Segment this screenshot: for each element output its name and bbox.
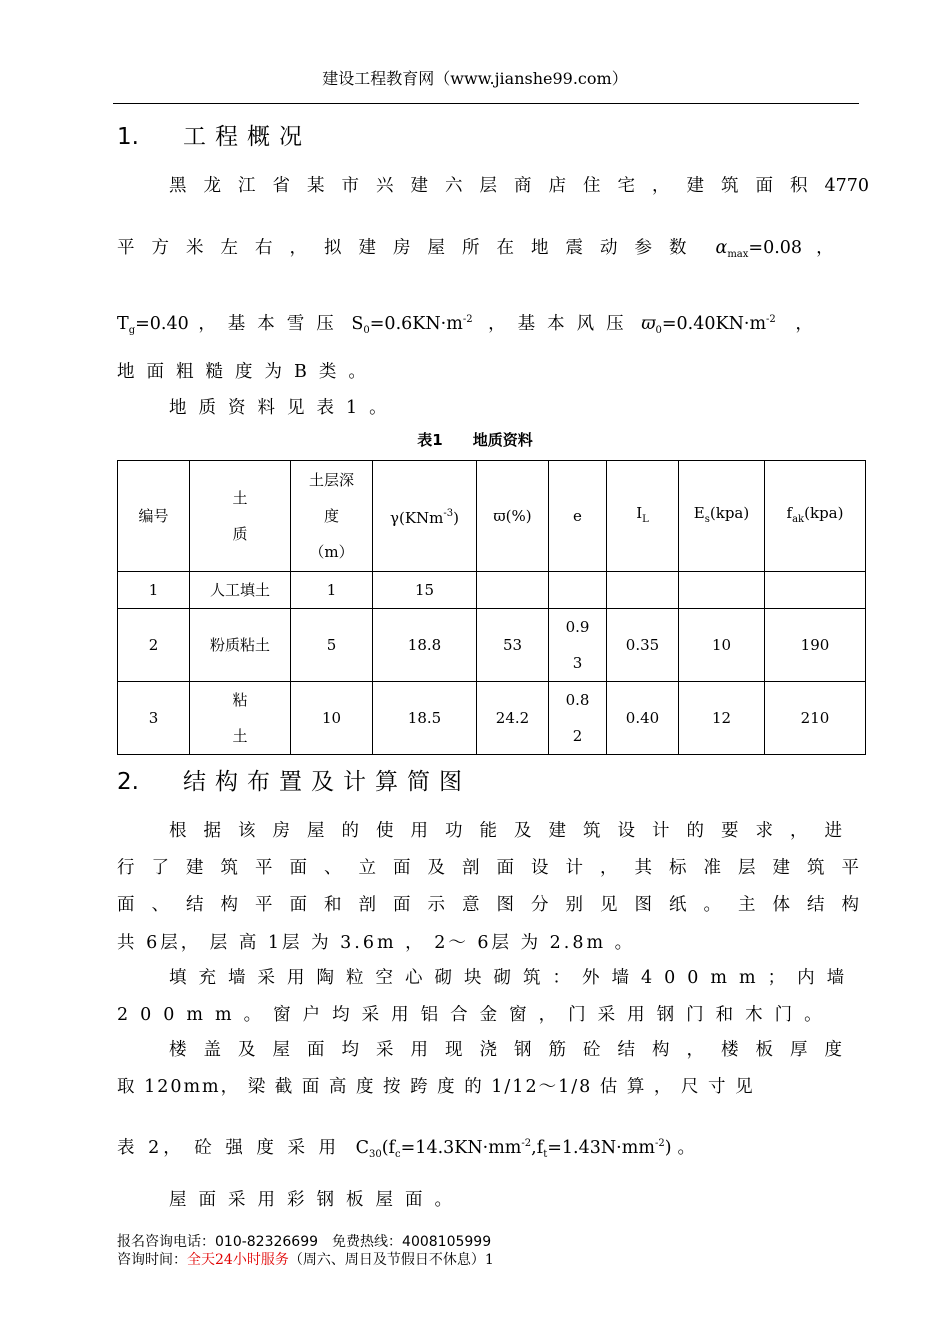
section1-heading [117,118,311,151]
table-header-row [118,461,866,572]
section2-p2-line2: 200mm。窗户均采用铝合金窗，门采用钢门和木门。 [117,1005,834,1025]
section1-number: 1. [117,124,139,150]
page-header: 建设工程教育网（www.jianshe99.com） [322,69,628,88]
section1-title: 工程概况 [183,124,311,150]
geology-table [117,460,866,755]
section2-number: 2. [117,769,139,795]
footer-contact-line: 报名咨询电话：010-82326699 免费热线：4008105999 [117,1234,492,1250]
section2-p1-line3: 面、结构平面和剖面示意图分别见图纸。主体结构 [117,895,876,915]
section2-p3-line2: 取 120mm， 梁 截 面 高 度 按 跨 度 的 1/12～1/8 估 算 ， 尺 寸 见 [117,1077,755,1097]
footer-hours-highlight: 全天24小时服务 [187,1252,289,1268]
section1-paragraph1-line4: 地面粗糙度为B类。 [117,362,378,382]
table-row: 1 人工填土 1 15 [118,572,866,609]
w0-formula: $ϖ_0=0.40KN\cdot m^{-2}$ [641,314,776,336]
section2-p1-line1: 根据该房屋的使用功能及建筑设计的要求，进 [169,821,859,841]
header-gamma: γ(KNm$^{-3}$) [373,461,477,572]
footer-hours-line: 咨询时间：全天24小时服务（周六、周日及节假日不休息）1 [117,1252,494,1268]
section2-p1-line2: 行了建筑平面、立面及剖面设计，其标准层建筑平 [117,858,876,878]
section2-p3-line1: 楼盖及屋面均采用现浇钢筋砼结构，楼板厚度 [169,1040,859,1060]
concrete-strength-formula: $C_{30}(f_c=14.3KN\cdot mm^{-2},f_t=1.43N\cdot mm^{-2})$ [355,1138,672,1160]
section2-heading [117,763,471,796]
table-row: 2 粉质粘土 5 18.8 53 0.9 3 0.35 10 190 [118,609,866,682]
header-depth: 土层深 度 （m） [291,461,373,572]
tg-formula: $T_g=0.40$ [117,314,189,336]
s0-formula: $S_0=0.6KN\cdot m^{-2}$ [351,314,473,336]
header-e: e [549,461,607,572]
section1-paragraph2: 地质资料见表1。 [169,398,399,418]
header-fak: $f_{ak}(kpa)$ [765,461,866,572]
header-no: 编号 [118,461,190,572]
section2-p3-line3: 表 2， 砼 强 度 采 用 $C_{30}(f_c=14.3KN\cdot mm^{-2},f_t=1.43N\cdot mm^{-2})$ 。 [117,1138,696,1160]
table1-caption: 表1 地质资料 [417,431,533,449]
section1-paragraph1-line2: 平方米左右，拟建房屋所在地震动参数 $\alpha_{max}=0.08$ ， [117,238,834,260]
section1-paragraph1-line1: 黑龙江省某市兴建六层商店住宅，建筑面积4770 [169,176,870,196]
header-il: $I_L$ [607,461,679,572]
table-row: 3 粘 土 10 18.5 24.2 0.8 2 0.40 12 210 [118,682,866,755]
header-soil: 土 质 [190,461,291,572]
section1-paragraph1-line3: $T_g=0.40$ ，基本雪压 $S_0=0.6KN\cdot m^{-2}$ ，基本风压 $ϖ_0=0.40KN\cdot m^{-2}$ ， [117,314,813,336]
header-divider [113,103,859,104]
section2-p1-line4: 共 6层， 层 高 1层 为 3.6m ， 2～ 6层 为 2.8m 。 [117,933,636,953]
header-es: $E_s(kpa)$ [679,461,765,572]
header-omega: ϖ(%) [477,461,549,572]
alpha-max-formula: $\alpha_{max}=0.08$ [715,238,803,260]
section2-p2-line1: 填充墙采用陶粒空心砌块砌筑：外墙400mm；内墙 [169,968,857,988]
section2-title: 结构布置及计算简图 [183,769,471,795]
section2-paragraph4: 屋面采用彩钢板屋面。 [169,1190,464,1210]
